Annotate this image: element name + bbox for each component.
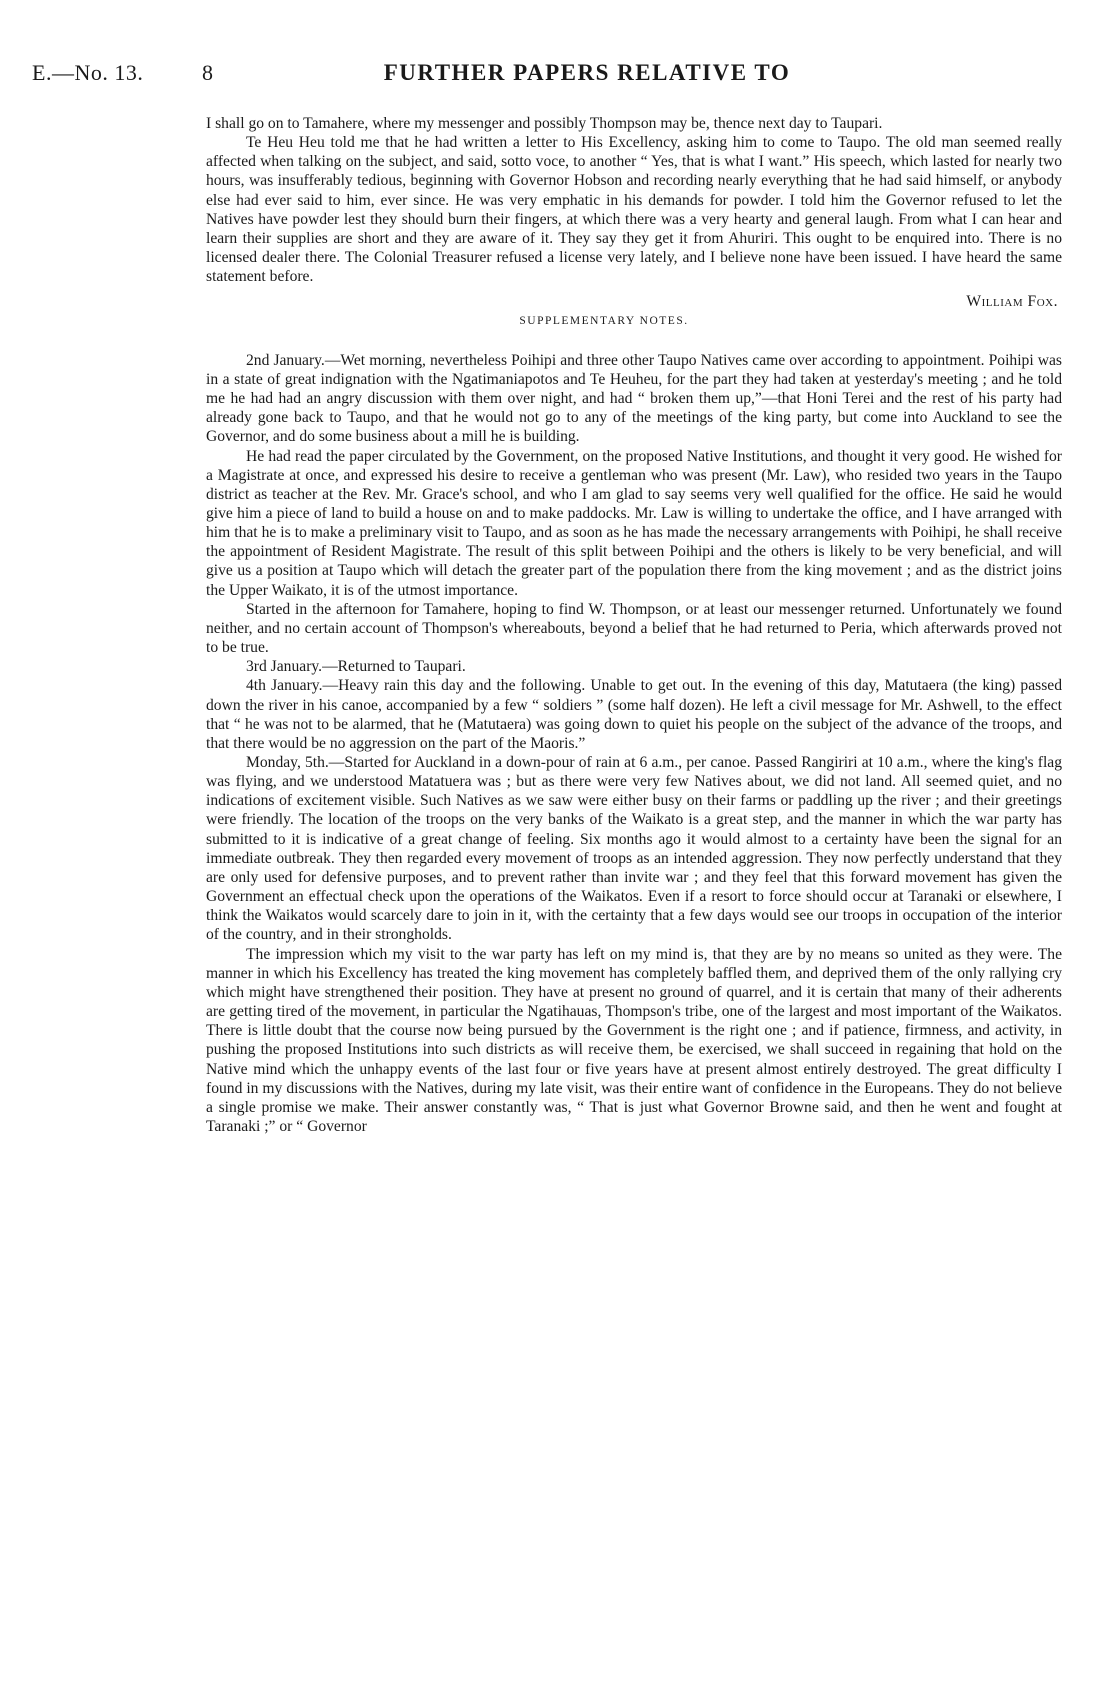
paragraph: He had read the paper circulated by the Government, on the proposed Native Institutions, and thought it very good. He wished for a Magistrate at once, and expressed his desire to receive a gentleman who was present (Mr. Law), who resided two years in the Taupo district as teacher at the Rev. Mr. Grace's school, and who I am glad to say seems very well qualified for the office. He said he would give him a piece of land to build a house on and to make paddocks. Mr. Law is willing to undertake the office, and I have arranged with him that he is to make a preliminary visit to Taupo, and as soon as he has made the necessary arrangements with Poihipi, he shall receive the appointment of Resident Magistrate. The result of this split between Poihipi and the others is likely to be very beneficial, and will give us a position at Taupo which will detach the greater part of the population there from the king movement ; and as the district joins the Upper Waikato, it is of the utmost importance. (206, 447, 1062, 599)
paragraph: Monday, 5th.—Started for Auckland in a down-pour of rain at 6 a.m., per canoe. Passed Rangiriri at 10 a.m., where the king's flag was flying, and we understood Matatuera was ; but as there were very few Natives about, we did not land. All seemed quiet, and no indications of excitement visible. Such Natives as we saw were either busy on their farms or paddling up the river ; and their greetings were friendly. The location of the troops on the very banks of the Waikato is a great step, and the manner in which the war party has submitted to it is indicative of a great change of feeling. Six months ago it would almost to a certainty have been the signal for an immediate outbreak. They then regarded every movement of troops as an intended aggression. They now perfectly understand that they are only used for defensive purposes, and to prevent rather than invite war ; and they feel that this forward movement has given the Government an effectual check upon the operations of the Waikatos. Even if a resort to force should occur at Taranaki or elsewhere, I think the Waikatos would scarcely dare to join in it, with the certainty that a few days would see our troops in occupation of the interior of the country, and in their strongholds. (206, 754, 1062, 944)
paragraph: 2nd January.—Wet morning, nevertheless Poihipi and three other Taupo Natives came over according to appointment. Poihipi was in a state of great indignation with the Ngatimaniapotos and Te Heuheu, for the part they had taken at yesterday's meeting ; and he told me he had had an angry discussion with them over night, and had “ broken them up,”—that Honi Terei and the rest of his party had already gone back to Taupo, and that he would not go to any of the meetings of the king party, but come into Auckland to see the Governor, and do some business about a mill he is building. (206, 351, 1062, 446)
paragraph: Started in the afternoon for Tamahere, hoping to find W. Thompson, or at least our messenger returned. Unfortunately we found neither, and no certain account of Thompson's whereabouts, beyond a belief that he had returned to Peria, which afterwards proved not to be true. (206, 600, 1062, 657)
paragraph: 3rd January.—Returned to Taupari. (246, 658, 466, 676)
paragraph: Te Heu Heu told me that he had written a letter to His Excellency, asking him to come to Taupo. The old man seemed really affected when talking on the subject, and said, sotto voce, to another “ Yes, that is what I want.” His speech, which lasted for nearly two hours, was insufferably tedious, beginning with Governor Hobson and recording nearly everything that he had said himself, or anybody else had ever said to him, ever since. He was very emphatic in his demands for powder. I told him the Governor refused to let the Natives have powder lest they should burn their fingers, at which there was a very hearty and general laugh. From what I can hear and learn their supplies are short and they are aware of it. They say they get it from Ahuriri. This ought to be enquired into. There is no licensed dealer there. The Colonial Treasurer refused a license very lately, and I believe none have been issued. I have heard the same statement before. (206, 134, 1062, 286)
document-body (206, 114, 1062, 1136)
paragraph: 4th January.—Heavy rain this day and the following. Unable to get out. In the evening of this day, Matutaera (the king) passed down the river in his canoe, accompanied by a few “ soldiers ” (some half dozen). He left a civil message for Mr. Ashwell, to the effect that “ he was not to be alarmed, that he (Matutaera) was going down to quiet his people on the subject of the advance of the troops, and that there would be no aggression on the part of the Maoris.” (206, 677, 1062, 752)
paragraph: I shall go on to Tamahere, where my messenger and possibly Thompson may be, thence next day to Taupari. (206, 115, 883, 132)
signature: William Fox. (966, 293, 1058, 311)
page-header (32, 60, 1082, 94)
running-title: FURTHER PAPERS RELATIVE TO (383, 60, 791, 85)
document-reference: E.—No. 13. (32, 60, 144, 85)
paragraph: The impression which my visit to the war party has left on my mind is, that they are by no means so united as they were. The manner in which his Excellency has treated the king movement has completely baffled them, and deprived them of the only rallying cry which might have strengthened their position. They have at present no ground of quarrel, and it is certain that many of their adherents are getting tired of the movement, in particular the Ngatihauas, Thompson's tribe, one of the largest and most important of the Waikatos. There is little doubt that the course now being pursued by the Government is the right one ; and if patience, firmness, and activity, in pushing the proposed Institutions into such districts as will receive them, be exercised, we shall succeed in regaining that hold on the Native mind which the unhappy events of the last four or five years have at present almost entirely destroyed. The great difficulty I found in my discussions with the Natives, during my late visit, was their entire want of confidence in the Europeans. They do not believe a single promise we make. Their answer constantly was, “ That is just what Governor Browne said, and then he went and fought at Taranaki ;” or “ Governor (206, 945, 1062, 1135)
page-number: 8 (202, 60, 213, 85)
section-heading: SUPPLEMENTARY NOTES. (519, 314, 689, 327)
